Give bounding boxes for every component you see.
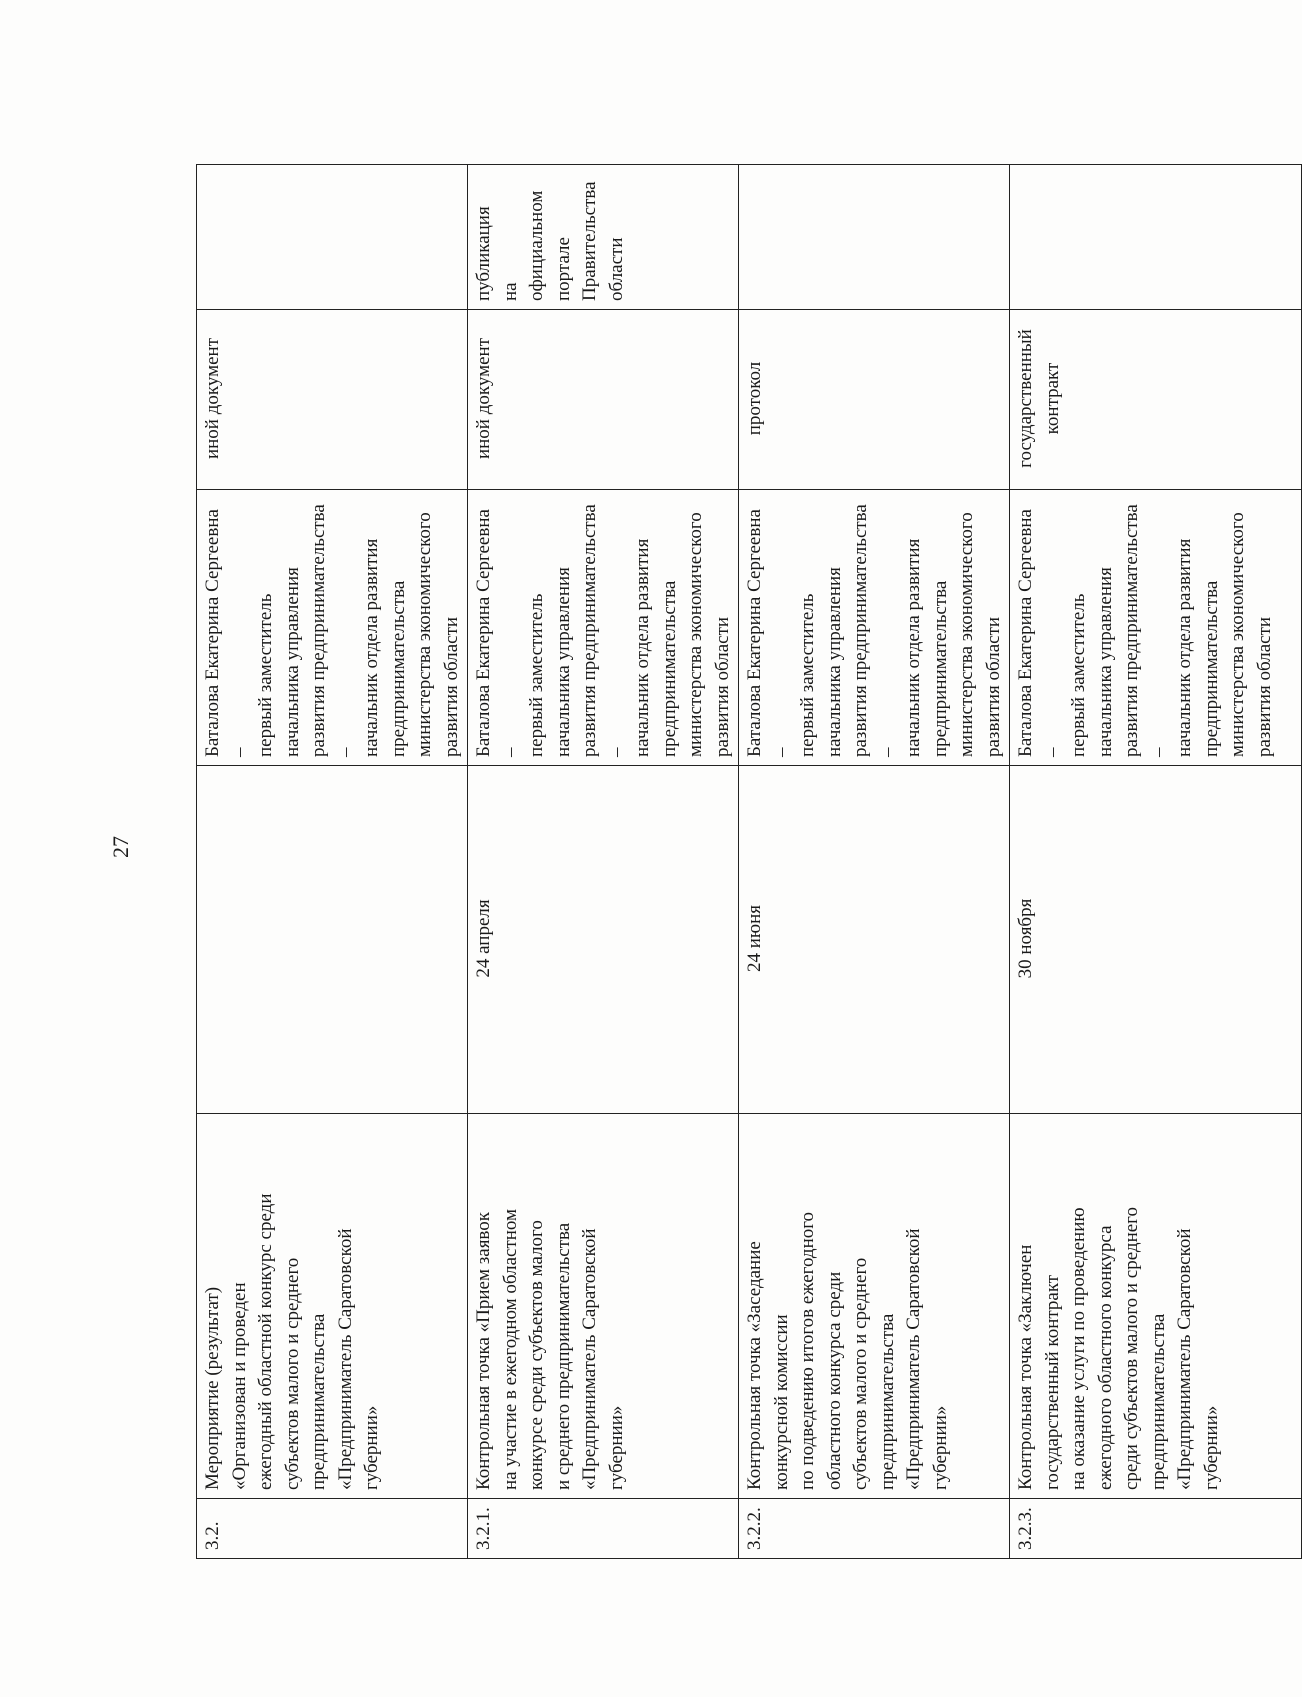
table-row — [197, 165, 468, 1559]
document-type: протокол — [739, 310, 1010, 490]
activity-table — [196, 164, 1302, 1559]
row-number: 3.2. — [197, 1499, 468, 1559]
activity-name: Мероприятие (результат) «Организован и проведен ежегодный областной конкурс среди субъектов малого и среднего предпринимательства «Предприниматель Саратовской губернии» — [197, 1114, 468, 1499]
publication — [1010, 165, 1302, 310]
responsible-person: Баталова Екатерина Сергеевна – первый заместитель начальника управления развития предпринимательства – начальник отдела развития предпринимательства министерства экономического развития области — [739, 490, 1010, 766]
publication: публикация на официальном портале Правительства области — [468, 165, 739, 310]
deadline: 24 апреля — [468, 766, 739, 1114]
table-container — [196, 165, 1275, 1559]
page-number: 27 — [108, 836, 133, 858]
table-row — [739, 165, 1010, 1559]
table-row — [468, 165, 739, 1559]
deadline — [197, 766, 468, 1114]
activity-name: Контрольная точка «Прием заявок на участие в ежегодном областном конкурсе среди субъектов малого и среднего предпринимательства «Предприниматель Саратовской губернии» — [468, 1114, 739, 1499]
responsible-person: Баталова Екатерина Сергеевна – первый заместитель начальника управления развития предпринимательства – начальник отдела развития предпринимательства министерства экономического развития области — [197, 490, 468, 766]
row-number: 3.2.2. — [739, 1499, 1010, 1559]
deadline: 30 ноября — [1010, 766, 1302, 1114]
deadline: 24 июня — [739, 766, 1010, 1114]
row-number: 3.2.1. — [468, 1499, 739, 1559]
publication — [739, 165, 1010, 310]
table-row — [1010, 165, 1302, 1559]
row-number: 3.2.3. — [1010, 1499, 1302, 1559]
activity-name: Контрольная точка «Заседание конкурсной комиссии по подведению итогов ежегодного областного конкурса среди субъектов малого и среднего предпринимательства «Предприниматель Саратовской губернии» — [739, 1114, 1010, 1499]
responsible-person: Баталова Екатерина Сергеевна – первый заместитель начальника управления развития предпринимательства – начальник отдела развития предпринимательства министерства экономического развития области — [468, 490, 739, 766]
publication — [197, 165, 468, 310]
responsible-person: Баталова Екатерина Сергеевна – первый заместитель начальника управления развития предпринимательства – начальник отдела развития предпринимательства министерства экономического развития области — [1010, 490, 1302, 766]
document-type: иной документ — [197, 310, 468, 490]
document-type: иной документ — [468, 310, 739, 490]
document-type: государственный контракт — [1010, 310, 1302, 490]
activity-name: Контрольная точка «Заключен государственный контракт на оказание услуги по проведению ежегодного областного конкурса среди субъектов малого и среднего предпринимательства «Предприниматель Саратовской губернии» — [1010, 1114, 1302, 1499]
